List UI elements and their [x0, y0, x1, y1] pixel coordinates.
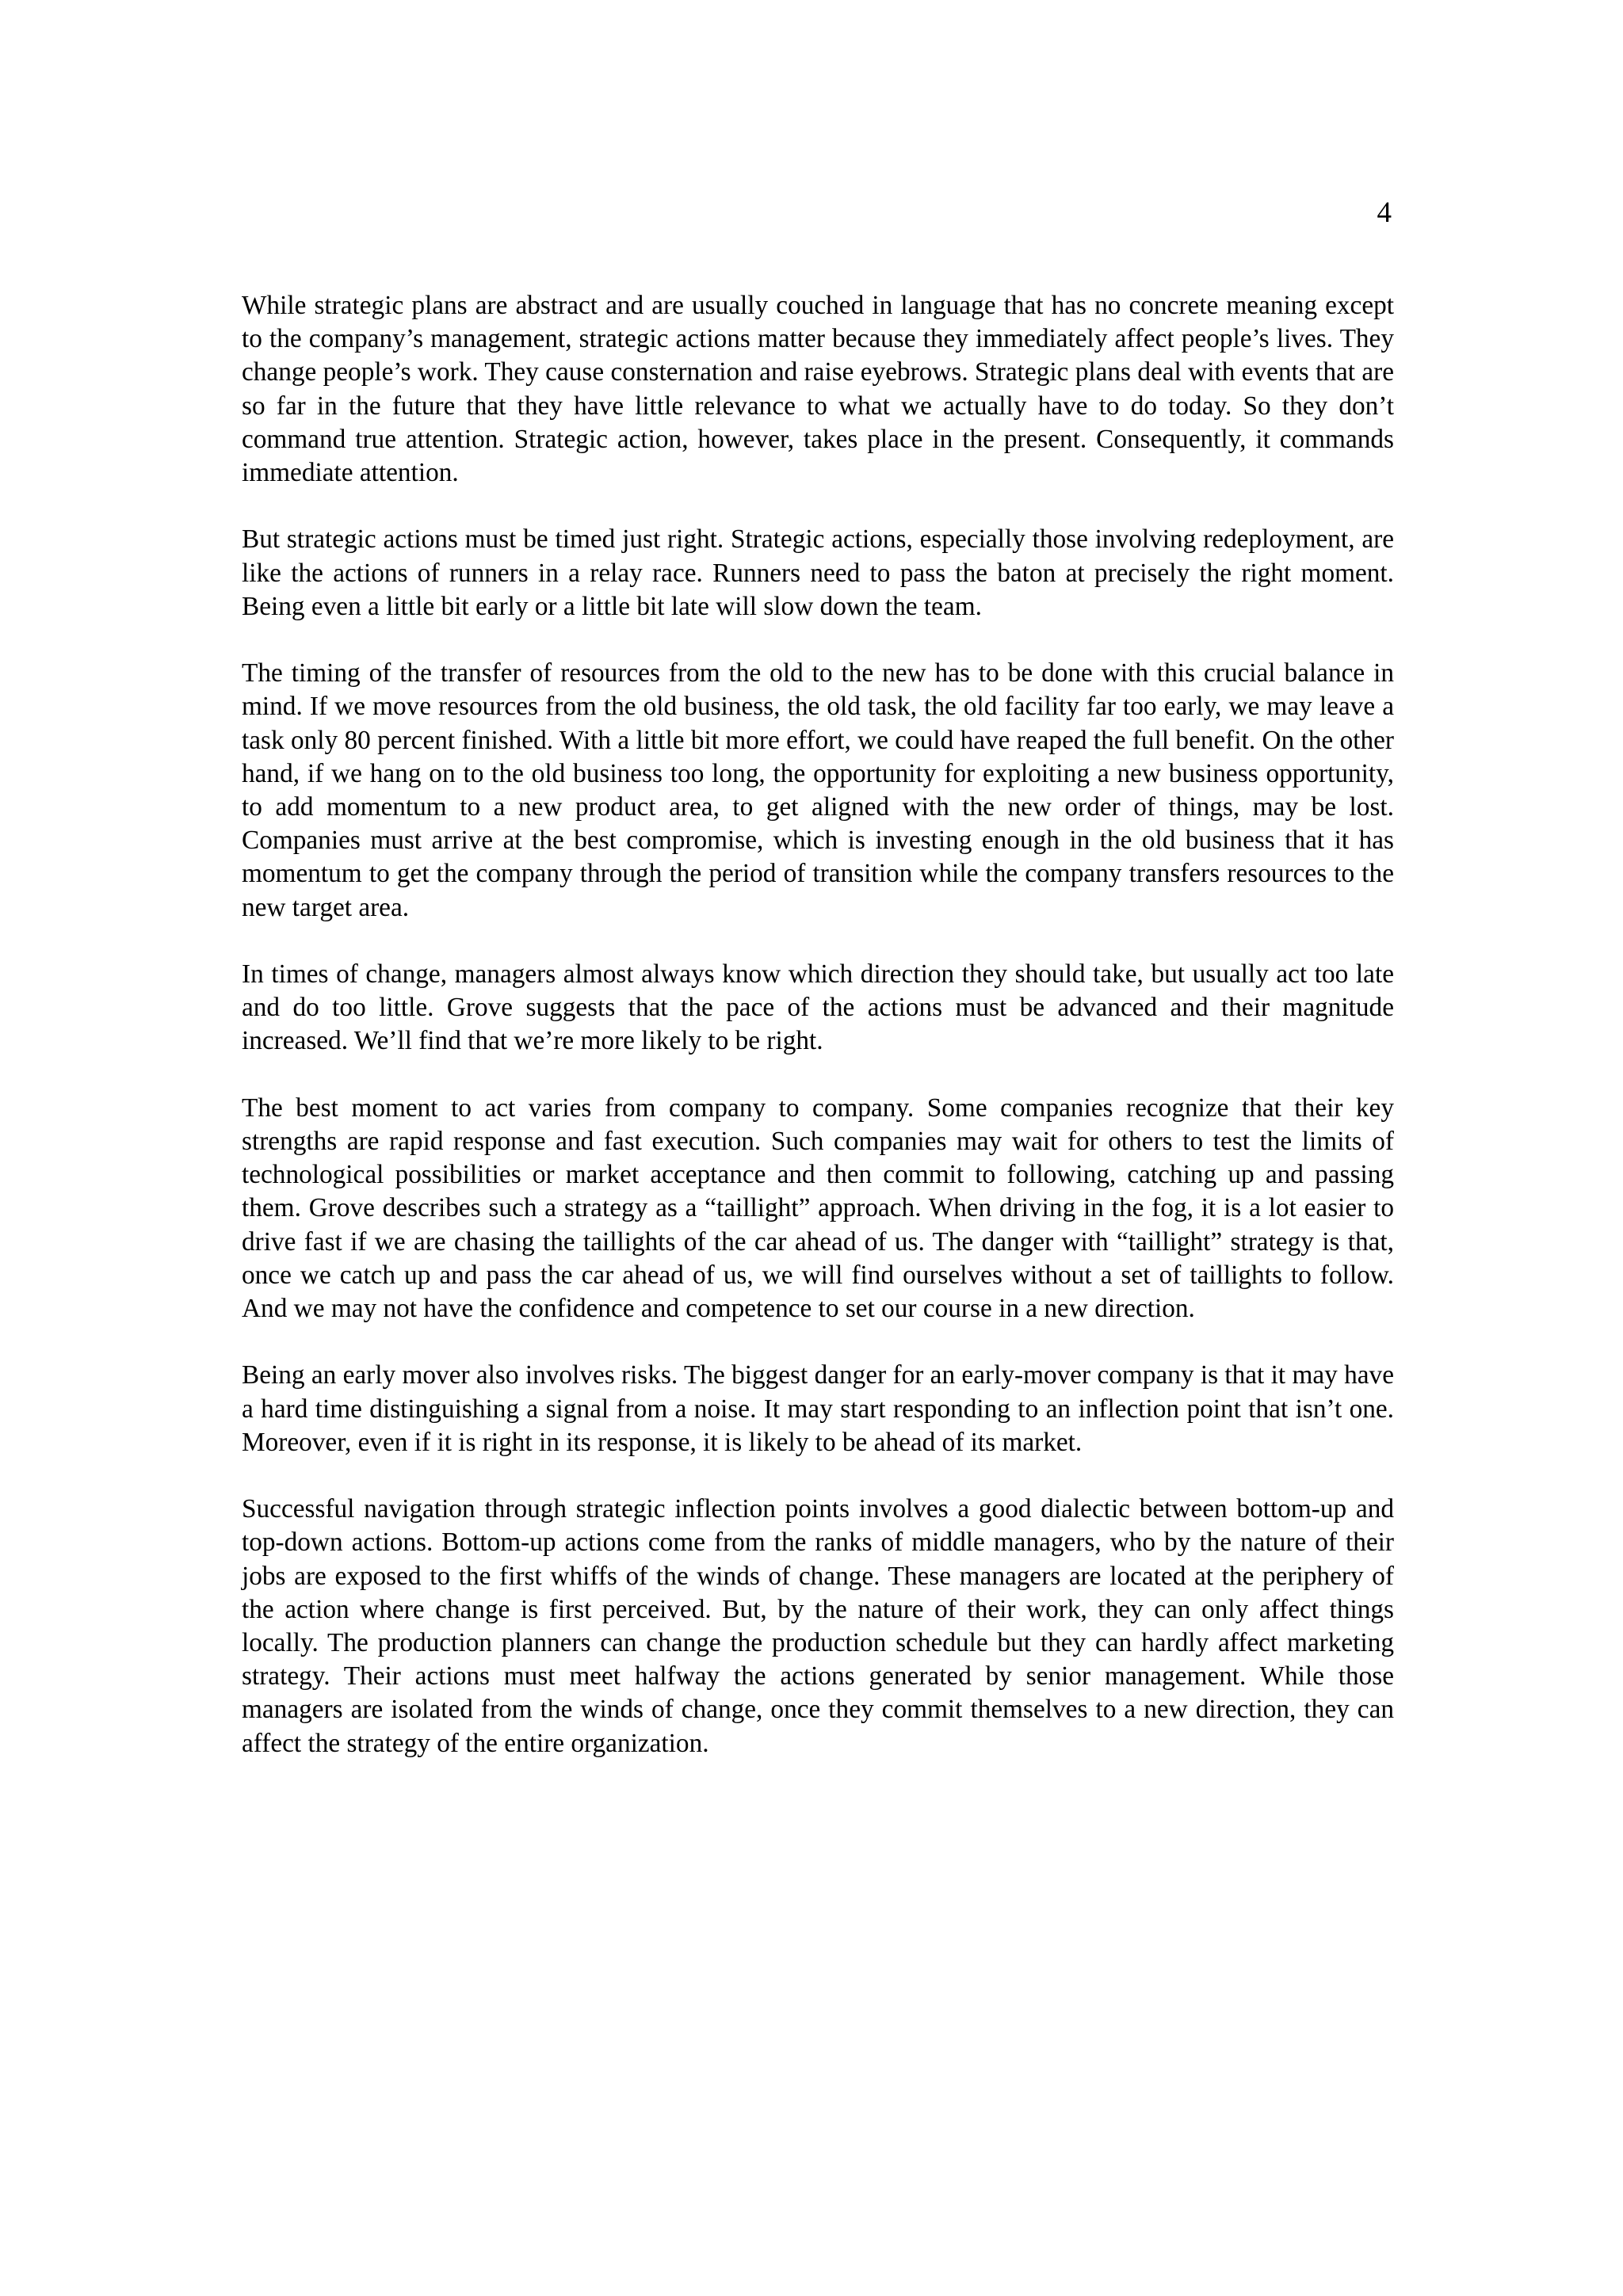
document-body: [242, 289, 1394, 1760]
paragraph-2: But strategic actions must be timed just right. Strategic actions, especially those involving redeployment, are like the actions of runners in a relay race. Runners need to pass the baton at precisely the right moment. Being even a little bit early or a little bit late will slow down the team.: [242, 524, 1394, 621]
page-number: 4: [1377, 196, 1392, 229]
paragraph-1: While strategic plans are abstract and are usually couched in language that has no concrete meaning except to the company’s management, strategic actions matter because they immediately affect people’s lives. They change people’s work. They cause consternation and raise eyebrows. Strategic plans deal with events that are so far in the future that they have little relevance to what we actually have to do today. So they don’t command true attention. Strategic action, however, takes place in the present. Consequently, it commands immediate attention.: [242, 291, 1394, 488]
paragraph-3: The timing of the transfer of resources from the old to the new has to be done with this crucial balance in mind. If we move resources from the old business, the old task, the old facility far too early, we may leave a task only 80 percent finished. With a little bit more effort, we could have reaped the full benefit. On the other hand, if we hang on to the old business too long, the opportunity for exploiting a new business opportunity, to add momentum to a new product area, to get aligned with the new order of things, may be lost. Companies must arrive at the best compromise, which is investing enough in the old business that it has momentum to get the company through the period of transition while the company transfers resources to the new target area.: [242, 658, 1394, 922]
paragraph-7: Successful navigation through strategic inflection points involves a good dialectic between bottom-up and top-down actions. Bottom-up actions come from the ranks of middle managers, who by the nature of their jobs are exposed to the first whiffs of the winds of change. These managers are located at the periphery of the action where change is first perceived. But, by the nature of their work, they can only affect things locally. The production planners can change the production schedule but they can hardly affect marketing strategy. Their actions must meet halfway the actions generated by senior management. While those managers are isolated from the winds of change, once they commit themselves to a new direction, they can affect the strategy of the entire organization.: [242, 1494, 1394, 1758]
paragraph-5: The best moment to act varies from company to company. Some companies recognize that their key strengths are rapid response and fast execution. Such companies may wait for others to test the limits of technological possibilities or market acceptance and then commit to following, catching up and passing them. Grove describes such a strategy as a “taillight” approach. When driving in the fog, it is a lot easier to drive fast if we are chasing the taillights of the car ahead of us. The danger with “taillight” strategy is that, once we catch up and pass the car ahead of us, we will find ourselves without a set of taillights to follow. And we may not have the confidence and competence to set our course in a new direction.: [242, 1093, 1394, 1324]
paragraph-4: In times of change, managers almost always know which direction they should take, but usually act too late and do too little. Grove suggests that the pace of the actions must be advanced and their magnitude increased. We’ll find that we’re more likely to be right.: [242, 959, 1394, 1056]
paragraph-6: Being an early mover also involves risks. The biggest danger for an early-mover company is that it may have a hard time distinguishing a signal from a noise. It may start responding to an inflection point that isn’t one. Moreover, even if it is right in its response, it is likely to be ahead of its market.: [242, 1360, 1394, 1457]
